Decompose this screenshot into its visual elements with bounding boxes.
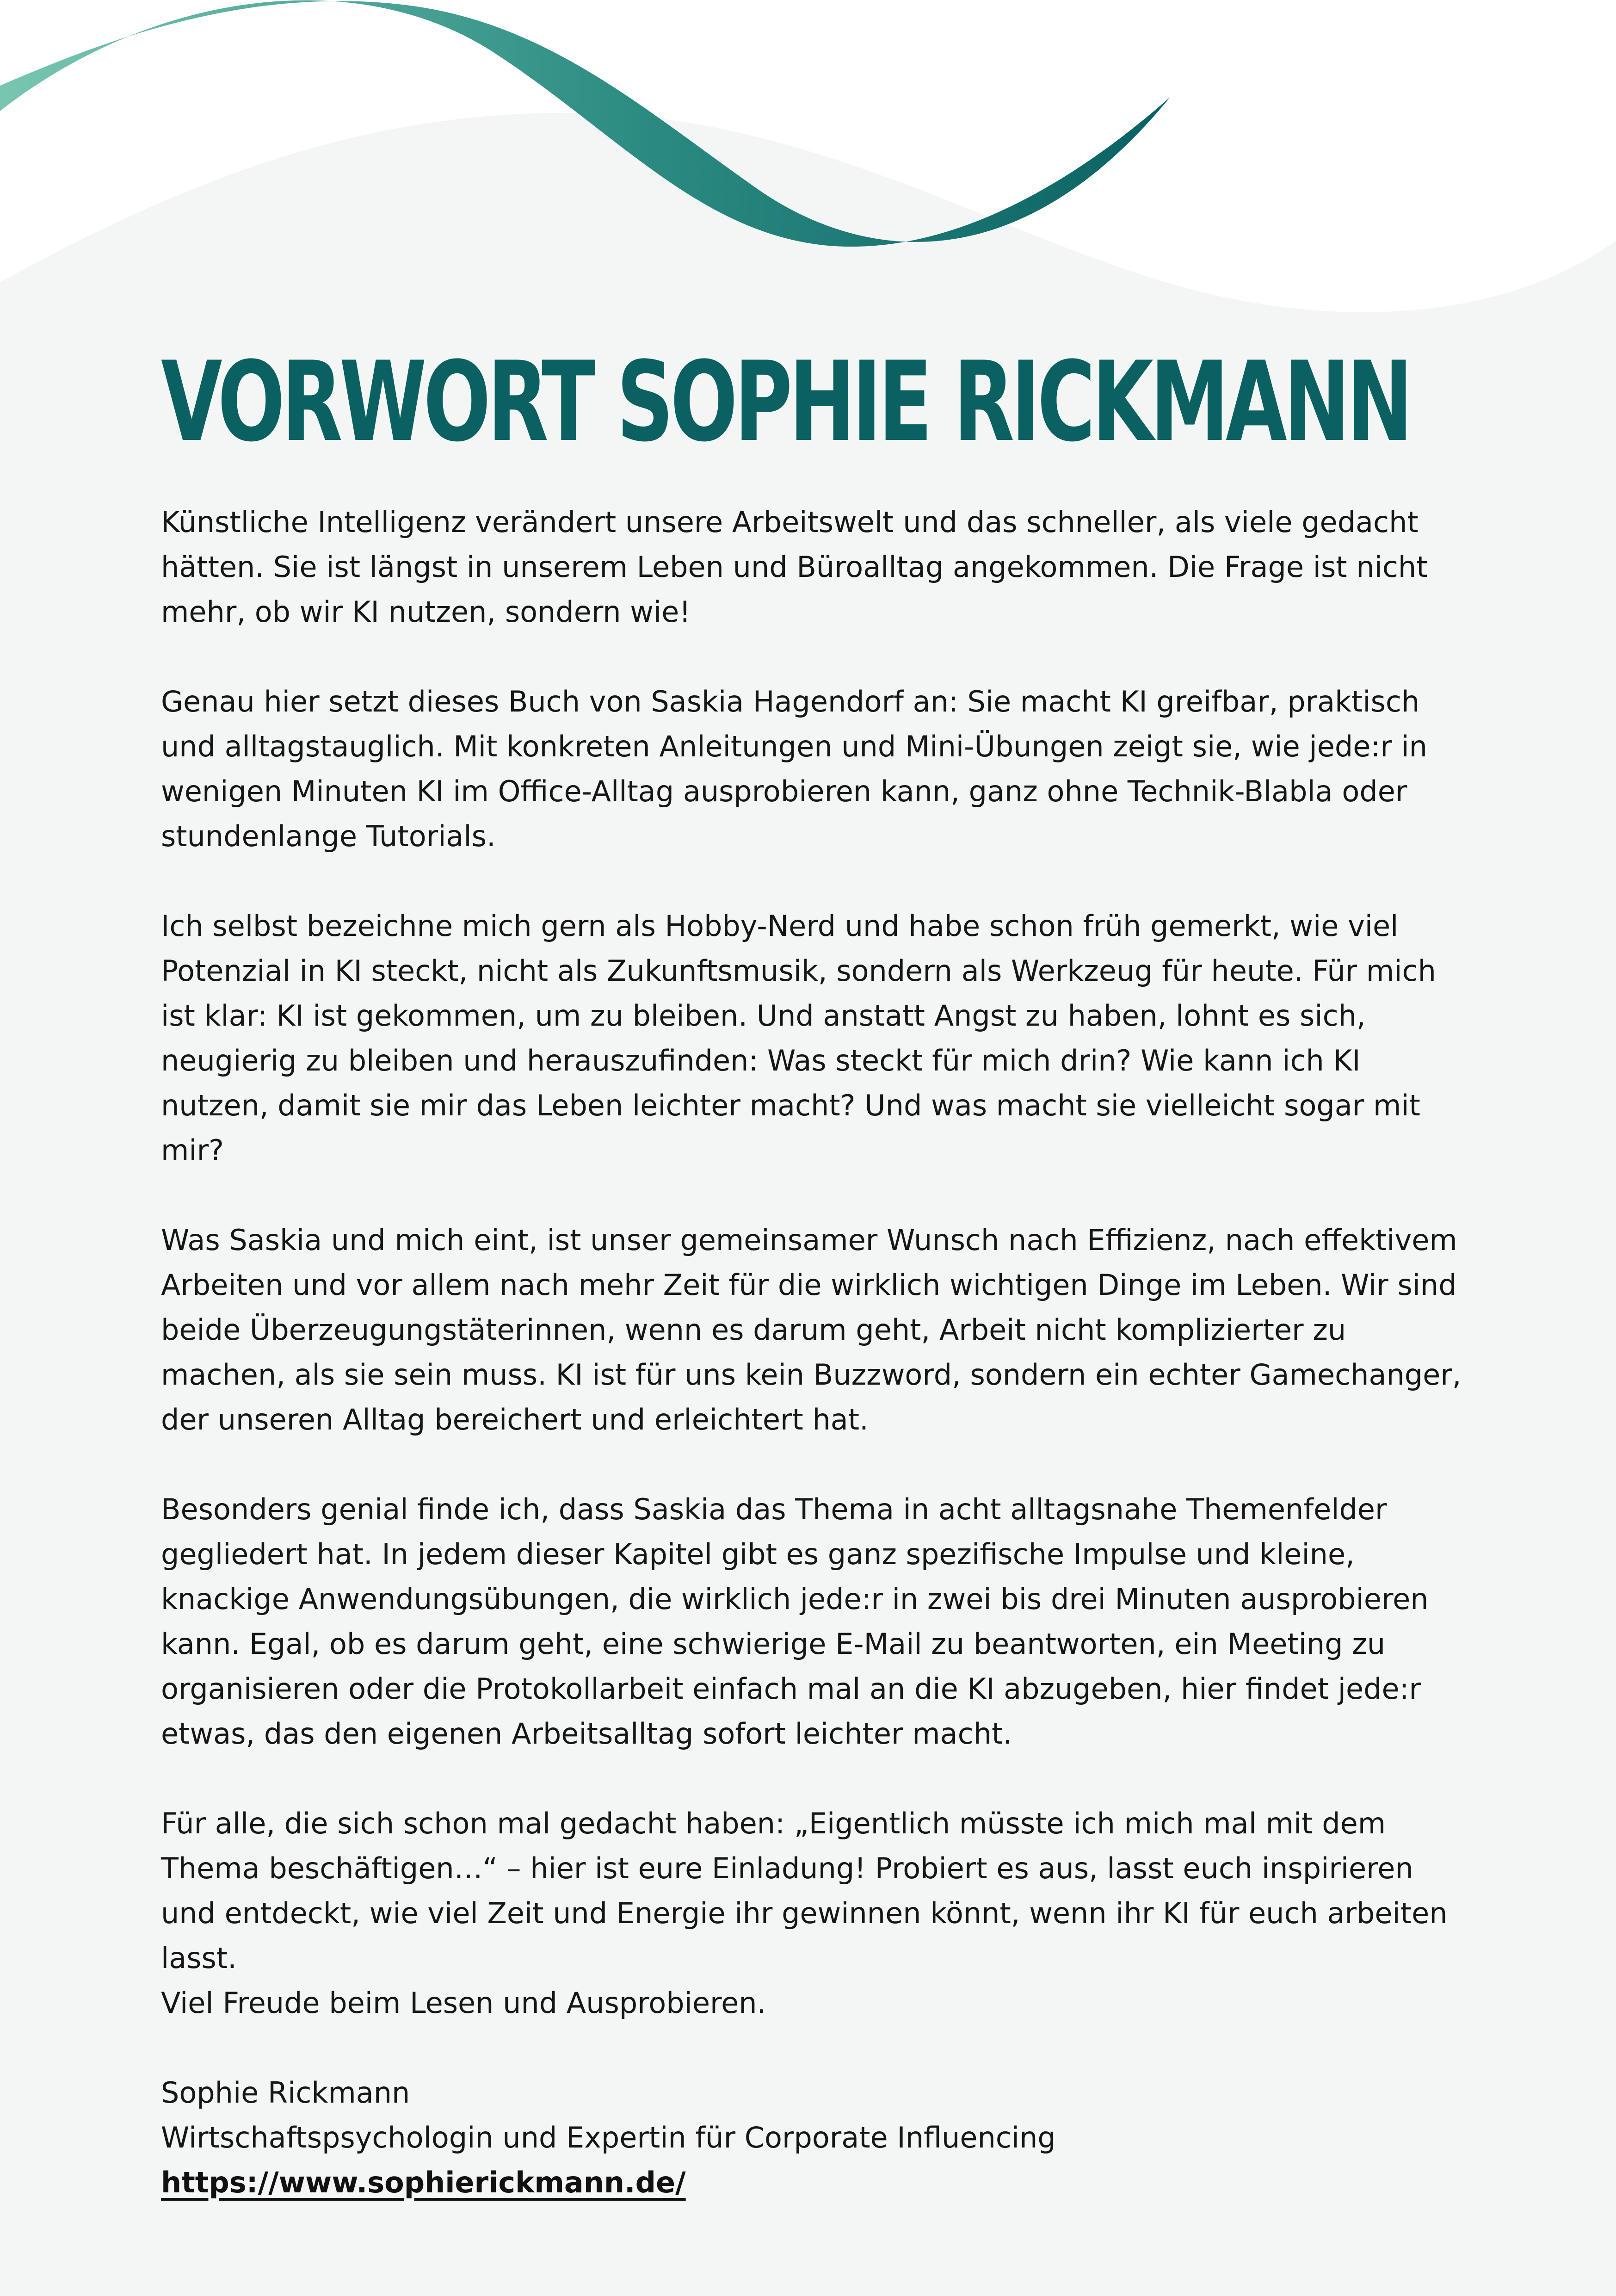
foreword-paragraph-3: Ich selbst bezeichne mich gern als Hobby-Nerd und habe schon früh gemerkt, wie viel Potenzial in KI steckt, nicht als Zukunftsmusik, sondern als Werkzeug für heute. Für mich ist klar: KI ist gekommen, um zu bleiben. Und anstatt Angst zu haben, lohnt es sich, neugierig zu bleiben und herauszufinden: Was steckt für mich drin? Wie kann ich KI nutzen, damit sie mir das Leben leichter macht? Und was macht sie vielleicht sogar mit mir? (161, 909, 1436, 1167)
closing-text: Für alle, die sich schon mal gedacht haben: „Eigentlich müsste ich mich mal mit dem Thema beschäftigen…“ – hier ist eure Einladung! Probiert es aus, lasst euch inspirieren und entdeckt, wie viel Zeit und Energie ihr gewinnen könnt, wenn ihr KI für euch arbeiten lasst. (161, 1807, 1448, 1975)
author-signature (161, 2070, 1465, 2205)
closing-wish: Viel Freude beim Lesen und Ausprobieren. (161, 1986, 766, 2020)
foreword-paragraph-1: Künstliche Intelligenz verändert unsere Arbeitswelt und das schneller, als viele gedacht hätten. Sie ist längst in unserem Leben und Büroalltag angekommen. Die Frage ist nicht mehr, ob wir KI nutzen, sondern wie! (161, 505, 1428, 629)
foreword-content (161, 338, 1465, 2205)
foreword-paragraph-2: Genau hier setzt dieses Buch von Saskia Hagendorf an: Sie macht KI greifbar, praktisch und alltagstauglich. Mit konkreten Anleitungen und Mini-Übungen zeigt sie, wie jede:r in wenigen Minuten KI im Office-Alltag ausprobieren kann, ganz ohne Technik-Blabla oder stundenlange Tutorials. (161, 685, 1427, 853)
header-white-wave (0, 0, 1616, 312)
foreword-closing-paragraph (161, 1801, 1465, 2025)
page-title: VORWORT SOPHIE RICKMANN (161, 338, 1410, 466)
author-name: Sophie Rickmann (161, 2076, 410, 2110)
foreword-body (161, 500, 1465, 2025)
header-wave-decoration (0, 0, 1616, 333)
author-website-link[interactable]: https://www.sophierickmann.de/ (161, 2166, 686, 2199)
foreword-paragraph-5: Besonders genial finde ich, dass Saskia das Thema in acht alltagsnahe Themenfelder gegliedert hat. In jedem dieser Kapitel gibt es ganz spezifische Impulse und kleine, knackige Anwendungsübungen, die wirklich jede:r in zwei bis drei Minuten ausprobieren kann. Egal, ob es darum geht, eine schwierige E-Mail zu beantworten, ein Meeting zu organisieren oder die Protokollarbeit einfach mal an die KI abzugeben, hier findet jede:r etwas, das den eigenen Arbeitsalltag sofort leichter macht. (161, 1492, 1429, 1751)
foreword-paragraph-4: Was Saskia und mich eint, ist unser gemeinsamer Wunsch nach Effizienz, nach effektivem Arbeiten und vor allem nach mehr Zeit für die wirklich wichtigen Dinge im Leben. Wir sind beide Überzeugungstäterinnen, wenn es darum geht, Arbeit nicht komplizierter zu machen, als sie sein muss. KI ist für uns kein Buzzword, sondern ein echter Gamechanger, der unseren Alltag bereichert und erleichtert hat. (161, 1223, 1462, 1436)
author-role: Wirtschaftspsychologin und Expertin für Corporate Influencing (161, 2121, 1056, 2154)
